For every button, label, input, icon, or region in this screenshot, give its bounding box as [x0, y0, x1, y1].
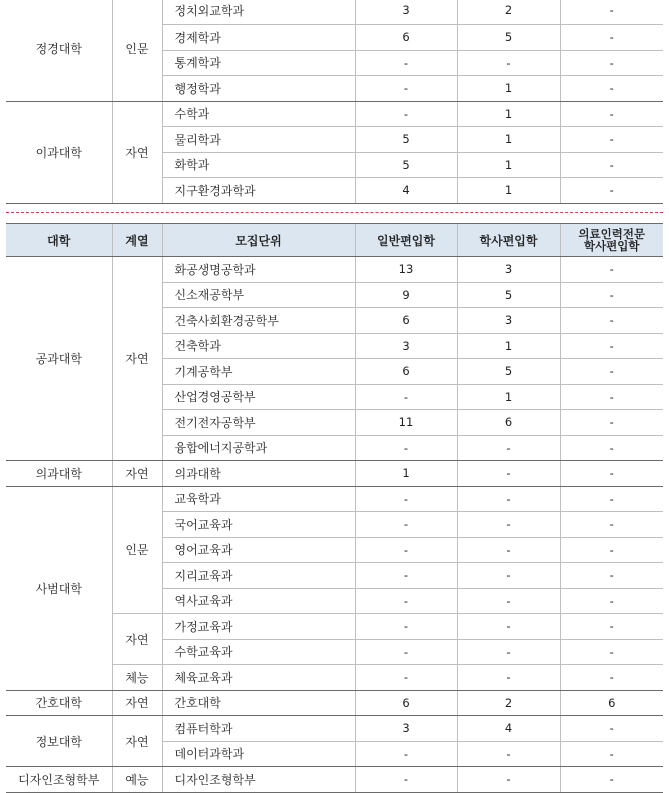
- dept-cell: 행정학과: [162, 76, 355, 102]
- table-row: [6, 257, 663, 283]
- bachelor-count: -: [457, 50, 560, 76]
- medical-count: -: [560, 308, 663, 334]
- general-count: -: [355, 435, 457, 461]
- dept-cell: 간호대학: [162, 690, 355, 716]
- medical-count: -: [560, 152, 663, 178]
- bachelor-count: -: [457, 588, 560, 614]
- table-row: [6, 716, 663, 742]
- bachelor-count: -: [457, 435, 560, 461]
- header-unit: 모집단위: [162, 224, 355, 257]
- bachelor-count: 2: [457, 690, 560, 716]
- track-cell: 인문: [112, 0, 162, 101]
- bachelor-count: 1: [457, 384, 560, 410]
- header-medical: [560, 224, 663, 257]
- table-row: [6, 0, 663, 25]
- general-count: 13: [355, 257, 457, 283]
- track-cell: 자연: [112, 257, 162, 461]
- medical-count: -: [560, 101, 663, 127]
- bachelor-count: -: [457, 512, 560, 538]
- header-medical-line1: 의료인력전문: [578, 227, 646, 241]
- dept-cell: 기계공학부: [162, 359, 355, 385]
- track-cell: 자연: [112, 101, 162, 203]
- college-cell: 정보대학: [6, 716, 112, 767]
- dept-cell: 정치외교학과: [162, 0, 355, 25]
- medical-count: 6: [560, 690, 663, 716]
- dept-cell: 신소재공학부: [162, 282, 355, 308]
- dept-cell: 디자인조형학부: [162, 767, 355, 793]
- dept-cell: 융합에너지공학과: [162, 435, 355, 461]
- medical-count: -: [560, 537, 663, 563]
- bachelor-count: -: [457, 639, 560, 665]
- general-count: -: [355, 384, 457, 410]
- dept-cell: 가정교육과: [162, 614, 355, 640]
- bachelor-count: 1: [457, 152, 560, 178]
- medical-count: -: [560, 0, 663, 25]
- medical-count: -: [560, 767, 663, 793]
- bachelor-count: -: [457, 741, 560, 767]
- header-bachelor: 학사편입학: [457, 224, 560, 257]
- bachelor-count: 1: [457, 101, 560, 127]
- general-count: -: [355, 512, 457, 538]
- track-cell: 자연: [112, 461, 162, 487]
- college-cell: 사범대학: [6, 486, 112, 690]
- dept-cell: 데이터과학과: [162, 741, 355, 767]
- table-header-row: [6, 224, 663, 257]
- page-break-separator: [6, 212, 663, 213]
- medical-count: -: [560, 716, 663, 742]
- dept-cell: 화학과: [162, 152, 355, 178]
- dept-cell: 산업경영공학부: [162, 384, 355, 410]
- general-count: -: [355, 563, 457, 589]
- general-count: 11: [355, 410, 457, 436]
- general-count: 6: [355, 690, 457, 716]
- bachelor-count: 1: [457, 76, 560, 102]
- header-track: 계열: [112, 224, 162, 257]
- medical-count: -: [560, 512, 663, 538]
- dept-cell: 컴퓨터학과: [162, 716, 355, 742]
- bachelor-count: 6: [457, 410, 560, 436]
- medical-count: -: [560, 333, 663, 359]
- general-count: -: [355, 665, 457, 691]
- header-medical-line2: 학사편입학: [583, 239, 640, 253]
- general-count: -: [355, 639, 457, 665]
- dept-cell: 화공생명공학과: [162, 257, 355, 283]
- dept-cell: 지구환경과학과: [162, 178, 355, 204]
- medical-count: -: [560, 127, 663, 153]
- track-cell: 체능: [112, 665, 162, 691]
- general-count: -: [355, 486, 457, 512]
- general-count: 1: [355, 461, 457, 487]
- dept-cell: 경제학과: [162, 25, 355, 51]
- dept-cell: 통계학과: [162, 50, 355, 76]
- bachelor-count: -: [457, 767, 560, 793]
- dept-cell: 체육교육과: [162, 665, 355, 691]
- header-college: 대학: [6, 224, 112, 257]
- admissions-table: [6, 223, 663, 793]
- dept-cell: 물리학과: [162, 127, 355, 153]
- bachelor-count: -: [457, 665, 560, 691]
- medical-count: -: [560, 76, 663, 102]
- bachelor-count: 3: [457, 308, 560, 334]
- track-cell: 예능: [112, 767, 162, 793]
- medical-count: -: [560, 588, 663, 614]
- medical-count: -: [560, 461, 663, 487]
- medical-count: -: [560, 178, 663, 204]
- medical-count: -: [560, 563, 663, 589]
- general-count: 3: [355, 333, 457, 359]
- college-cell: 디자인조형학부: [6, 767, 112, 793]
- track-cell: 자연: [112, 716, 162, 767]
- bachelor-count: -: [457, 563, 560, 589]
- table-row: [6, 690, 663, 716]
- dept-cell: 국어교육과: [162, 512, 355, 538]
- general-count: 3: [355, 0, 457, 25]
- medical-count: -: [560, 25, 663, 51]
- bachelor-count: -: [457, 461, 560, 487]
- medical-count: -: [560, 435, 663, 461]
- bachelor-count: 5: [457, 282, 560, 308]
- medical-count: -: [560, 359, 663, 385]
- general-count: -: [355, 614, 457, 640]
- general-count: -: [355, 101, 457, 127]
- general-count: 6: [355, 308, 457, 334]
- bachelor-count: 2: [457, 0, 560, 25]
- dept-cell: 건축사회환경공학부: [162, 308, 355, 334]
- table-row: [6, 767, 663, 793]
- bachelor-count: 1: [457, 127, 560, 153]
- table-row: [6, 486, 663, 512]
- college-cell: 의과대학: [6, 461, 112, 487]
- track-cell: 자연: [112, 614, 162, 665]
- medical-count: -: [560, 486, 663, 512]
- general-count: 4: [355, 178, 457, 204]
- header-general: 일반편입학: [355, 224, 457, 257]
- general-count: 5: [355, 127, 457, 153]
- college-cell: 간호대학: [6, 690, 112, 716]
- bachelor-count: 5: [457, 25, 560, 51]
- dept-cell: 수학과: [162, 101, 355, 127]
- general-count: -: [355, 588, 457, 614]
- medical-count: -: [560, 384, 663, 410]
- bachelor-count: -: [457, 486, 560, 512]
- table-row: [6, 101, 663, 127]
- dept-cell: 영어교육과: [162, 537, 355, 563]
- general-count: 9: [355, 282, 457, 308]
- bachelor-count: 5: [457, 359, 560, 385]
- medical-count: -: [560, 257, 663, 283]
- bachelor-count: 3: [457, 257, 560, 283]
- medical-count: -: [560, 665, 663, 691]
- table-row: [6, 461, 663, 487]
- dept-cell: 교육학과: [162, 486, 355, 512]
- bachelor-count: -: [457, 537, 560, 563]
- bachelor-count: 4: [457, 716, 560, 742]
- medical-count: -: [560, 50, 663, 76]
- general-count: -: [355, 50, 457, 76]
- college-cell: 이과대학: [6, 101, 112, 203]
- upper-admissions-table: [6, 0, 663, 204]
- medical-count: -: [560, 282, 663, 308]
- track-cell: 인문: [112, 486, 162, 614]
- bachelor-count: -: [457, 614, 560, 640]
- general-count: -: [355, 537, 457, 563]
- bachelor-count: 1: [457, 178, 560, 204]
- medical-count: -: [560, 639, 663, 665]
- general-count: -: [355, 741, 457, 767]
- general-count: 6: [355, 359, 457, 385]
- medical-count: -: [560, 410, 663, 436]
- college-cell: 정경대학: [6, 0, 112, 101]
- general-count: 3: [355, 716, 457, 742]
- general-count: -: [355, 767, 457, 793]
- dept-cell: 건축학과: [162, 333, 355, 359]
- medical-count: -: [560, 614, 663, 640]
- college-cell: 공과대학: [6, 257, 112, 461]
- general-count: 6: [355, 25, 457, 51]
- bachelor-count: 1: [457, 333, 560, 359]
- general-count: 5: [355, 152, 457, 178]
- general-count: -: [355, 76, 457, 102]
- track-cell: 자연: [112, 690, 162, 716]
- dept-cell: 역사교육과: [162, 588, 355, 614]
- dept-cell: 수학교육과: [162, 639, 355, 665]
- dept-cell: 지리교육과: [162, 563, 355, 589]
- medical-count: -: [560, 741, 663, 767]
- dept-cell: 전기전자공학부: [162, 410, 355, 436]
- dept-cell: 의과대학: [162, 461, 355, 487]
